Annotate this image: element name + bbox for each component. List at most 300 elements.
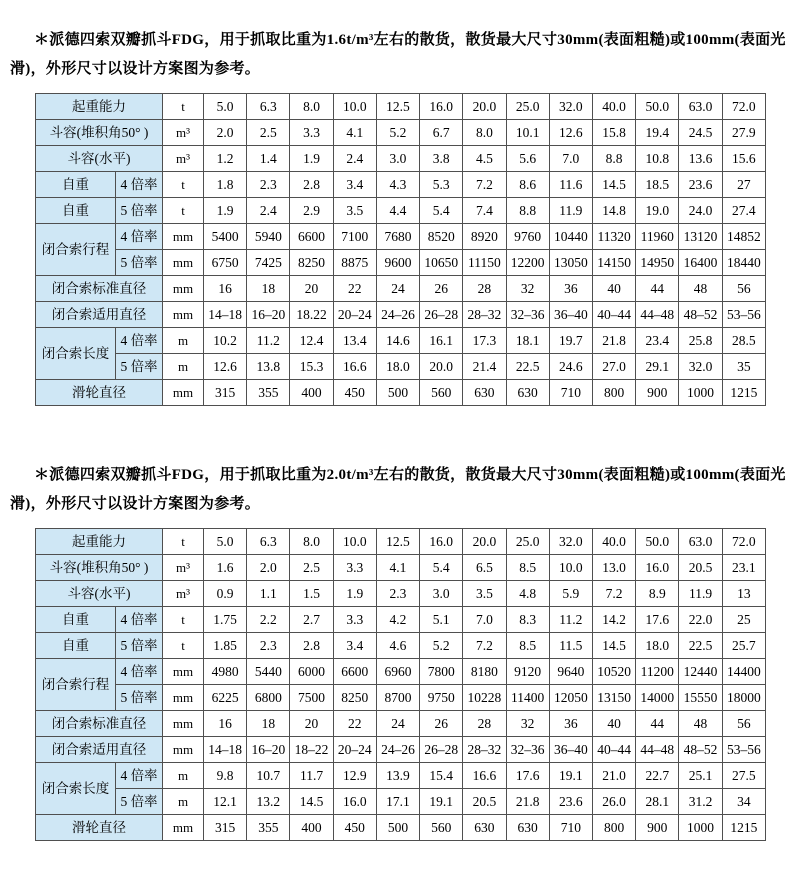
value-cell: 5.9 [549,581,592,607]
value-cell: 13.2 [247,789,290,815]
value-cell: 14950 [636,250,679,276]
value-cell: 20.0 [420,354,463,380]
value-cell: 6750 [204,250,247,276]
value-cell: 560 [420,815,463,841]
value-cell: 14.2 [592,607,635,633]
value-cell: 31.2 [679,789,722,815]
value-cell: 27.5 [722,763,765,789]
row-label: 闭合索适用直径 [36,737,163,763]
value-cell: 36–40 [549,737,592,763]
table-row [36,120,766,146]
table-row [36,302,766,328]
unit-cell: m³ [163,120,204,146]
row-sublabel: 4 倍率 [116,328,163,354]
value-cell: 19.0 [636,198,679,224]
value-cell: 14–18 [204,302,247,328]
value-cell: 7.0 [549,146,592,172]
value-cell: 7425 [247,250,290,276]
value-cell: 10520 [592,659,635,685]
value-cell: 26.0 [592,789,635,815]
value-cell: 7100 [333,224,376,250]
value-cell: 16–20 [247,737,290,763]
value-cell: 2.4 [333,146,376,172]
unit-cell: mm [163,685,204,711]
value-cell: 44 [636,711,679,737]
unit-cell: t [163,198,204,224]
value-cell: 15.6 [722,146,765,172]
value-cell: 13.8 [247,354,290,380]
value-cell: 1000 [679,815,722,841]
unit-cell: m³ [163,581,204,607]
unit-cell: mm [163,380,204,406]
value-cell: 12.6 [549,120,592,146]
unit-cell: t [163,94,204,120]
value-cell: 32 [506,711,549,737]
value-cell: 3.3 [333,607,376,633]
row-sublabel: 4 倍率 [116,224,163,250]
value-cell: 19.1 [549,763,592,789]
value-cell: 32.0 [549,94,592,120]
spec-table-1 [35,93,766,406]
value-cell: 22.0 [679,607,722,633]
spec-table-2 [35,528,766,841]
row-label: 起重能力 [36,94,163,120]
value-cell: 19.4 [636,120,679,146]
value-cell: 40–44 [592,302,635,328]
value-cell: 4.6 [376,633,419,659]
value-cell: 28–32 [463,737,506,763]
value-cell: 450 [333,815,376,841]
value-cell: 6800 [247,685,290,711]
unit-cell: t [163,529,204,555]
value-cell: 3.3 [290,120,333,146]
value-cell: 63.0 [679,529,722,555]
value-cell: 16.0 [420,94,463,120]
value-cell: 5.4 [420,555,463,581]
value-cell: 900 [636,815,679,841]
value-cell: 23.6 [679,172,722,198]
value-cell: 24.6 [549,354,592,380]
row-label: 自重 [36,607,116,633]
value-cell: 11320 [592,224,635,250]
value-cell: 72.0 [722,94,765,120]
value-cell: 5.0 [204,529,247,555]
unit-cell: m³ [163,555,204,581]
value-cell: 18 [247,711,290,737]
intro-paragraph-1: ＊派德四索双瓣抓斗FDG，用于抓取比重为1.6t/m³左右的散货，散货最大尺寸30mm(表面粗糙)或100mm(表面光滑)，外形尺寸以设计方案图为参考。 [10,32,786,77]
value-cell: 7680 [376,224,419,250]
value-cell: 355 [247,815,290,841]
value-cell: 4.1 [376,555,419,581]
value-cell: 24 [376,276,419,302]
value-cell: 22 [333,276,376,302]
value-cell: 500 [376,815,419,841]
value-cell: 24.5 [679,120,722,146]
value-cell: 16 [204,711,247,737]
value-cell: 355 [247,380,290,406]
value-cell: 8.0 [290,529,333,555]
table-row [36,198,766,224]
value-cell: 50.0 [636,94,679,120]
value-cell: 12200 [506,250,549,276]
unit-cell: m³ [163,146,204,172]
value-cell: 5.3 [420,172,463,198]
value-cell: 3.5 [463,581,506,607]
table-row [36,659,766,685]
value-cell: 4.8 [506,581,549,607]
value-cell: 630 [463,815,506,841]
value-cell: 34 [722,789,765,815]
value-cell: 17.6 [636,607,679,633]
value-cell: 14–18 [204,737,247,763]
value-cell: 5.0 [204,94,247,120]
value-cell: 3.3 [333,555,376,581]
table-row [36,581,766,607]
value-cell: 13.4 [333,328,376,354]
value-cell: 6.5 [463,555,506,581]
value-cell: 9120 [506,659,549,685]
value-cell: 32.0 [679,354,722,380]
value-cell: 7.2 [463,172,506,198]
value-cell: 7.2 [592,581,635,607]
row-label: 闭合索行程 [36,659,116,711]
value-cell: 48–52 [679,302,722,328]
value-cell: 12.1 [204,789,247,815]
value-cell: 11.7 [290,763,333,789]
row-sublabel: 5 倍率 [116,354,163,380]
value-cell: 10.0 [549,555,592,581]
value-cell: 23.4 [636,328,679,354]
unit-cell: m [163,354,204,380]
value-cell: 23.1 [722,555,765,581]
value-cell: 8.9 [636,581,679,607]
value-cell: 710 [549,380,592,406]
value-cell: 5400 [204,224,247,250]
value-cell: 400 [290,380,333,406]
table-row [36,529,766,555]
value-cell: 21.4 [463,354,506,380]
value-cell: 0.9 [204,581,247,607]
value-cell: 20–24 [333,737,376,763]
value-cell: 26–28 [420,737,463,763]
row-label: 闭合索行程 [36,224,116,276]
value-cell: 32.0 [549,529,592,555]
value-cell: 32–36 [506,737,549,763]
value-cell: 16 [204,276,247,302]
value-cell: 3.0 [376,146,419,172]
row-label: 自重 [36,198,116,224]
value-cell: 1.9 [333,581,376,607]
value-cell: 15.8 [592,120,635,146]
value-cell: 5.2 [420,633,463,659]
value-cell: 25 [722,607,765,633]
value-cell: 12.5 [376,94,419,120]
value-cell: 28 [463,711,506,737]
value-cell: 4980 [204,659,247,685]
value-cell: 6600 [290,224,333,250]
value-cell: 16.0 [420,529,463,555]
value-cell: 20 [290,711,333,737]
value-cell: 8.6 [506,172,549,198]
value-cell: 11960 [636,224,679,250]
table-row [36,685,766,711]
value-cell: 8.5 [506,633,549,659]
value-cell: 10.0 [333,94,376,120]
value-cell: 12.6 [204,354,247,380]
value-cell: 8.5 [506,555,549,581]
value-cell: 23.6 [549,789,592,815]
value-cell: 10.8 [636,146,679,172]
value-cell: 7500 [290,685,333,711]
value-cell: 28 [463,276,506,302]
value-cell: 10228 [463,685,506,711]
value-cell: 19.1 [420,789,463,815]
value-cell: 32–36 [506,302,549,328]
value-cell: 26 [420,276,463,302]
value-cell: 2.8 [290,633,333,659]
value-cell: 48 [679,711,722,737]
value-cell: 22.5 [506,354,549,380]
value-cell: 36 [549,711,592,737]
value-cell: 18 [247,276,290,302]
value-cell: 8920 [463,224,506,250]
value-cell: 18.0 [636,633,679,659]
table-row [36,146,766,172]
value-cell: 7.4 [463,198,506,224]
value-cell: 3.4 [333,172,376,198]
value-cell: 4.4 [376,198,419,224]
value-cell: 50.0 [636,529,679,555]
value-cell: 8250 [290,250,333,276]
value-cell: 44 [636,276,679,302]
value-cell: 8.8 [506,198,549,224]
value-cell: 11150 [463,250,506,276]
row-sublabel: 5 倍率 [116,250,163,276]
table-row [36,763,766,789]
value-cell: 1215 [722,815,765,841]
value-cell: 53–56 [722,737,765,763]
row-sublabel: 4 倍率 [116,763,163,789]
value-cell: 25.7 [722,633,765,659]
value-cell: 56 [722,711,765,737]
value-cell: 630 [463,380,506,406]
value-cell: 14400 [722,659,765,685]
value-cell: 5440 [247,659,290,685]
value-cell: 28–32 [463,302,506,328]
value-cell: 12.4 [290,328,333,354]
value-cell: 6225 [204,685,247,711]
value-cell: 1.8 [204,172,247,198]
value-cell: 2.9 [290,198,333,224]
row-sublabel: 4 倍率 [116,607,163,633]
value-cell: 5.4 [420,198,463,224]
value-cell: 3.4 [333,633,376,659]
value-cell: 22 [333,711,376,737]
value-cell: 44–48 [636,302,679,328]
row-sublabel: 5 倍率 [116,198,163,224]
value-cell: 10650 [420,250,463,276]
value-cell: 9760 [506,224,549,250]
value-cell: 11400 [506,685,549,711]
row-label: 自重 [36,633,116,659]
value-cell: 24–26 [376,737,419,763]
value-cell: 20.0 [463,94,506,120]
value-cell: 2.0 [247,555,290,581]
grab-spec-section-2 [10,461,792,841]
value-cell: 10.0 [333,529,376,555]
value-cell: 630 [506,815,549,841]
value-cell: 28.1 [636,789,679,815]
value-cell: 5940 [247,224,290,250]
value-cell: 15.3 [290,354,333,380]
value-cell: 3.0 [420,581,463,607]
unit-cell: mm [163,302,204,328]
value-cell: 13050 [549,250,592,276]
value-cell: 26 [420,711,463,737]
value-cell: 6000 [290,659,333,685]
value-cell: 2.5 [290,555,333,581]
value-cell: 1.75 [204,607,247,633]
row-label: 斗容(水平) [36,146,163,172]
value-cell: 800 [592,380,635,406]
value-cell: 6600 [333,659,376,685]
value-cell: 25.1 [679,763,722,789]
unit-cell: m [163,789,204,815]
value-cell: 14.8 [592,198,635,224]
value-cell: 14150 [592,250,635,276]
value-cell: 18000 [722,685,765,711]
unit-cell: m [163,763,204,789]
value-cell: 2.5 [247,120,290,146]
value-cell: 2.7 [290,607,333,633]
value-cell: 11.9 [679,581,722,607]
value-cell: 450 [333,380,376,406]
value-cell: 27.9 [722,120,765,146]
value-cell: 9600 [376,250,419,276]
value-cell: 8.8 [592,146,635,172]
value-cell: 63.0 [679,94,722,120]
value-cell: 1.85 [204,633,247,659]
unit-cell: t [163,172,204,198]
table-row [36,380,766,406]
value-cell: 48 [679,276,722,302]
value-cell: 10.1 [506,120,549,146]
value-cell: 315 [204,380,247,406]
value-cell: 26–28 [420,302,463,328]
value-cell: 2.3 [247,172,290,198]
value-cell: 8180 [463,659,506,685]
value-cell: 10.2 [204,328,247,354]
row-sublabel: 5 倍率 [116,685,163,711]
value-cell: 11.2 [247,328,290,354]
value-cell: 17.3 [463,328,506,354]
value-cell: 40 [592,711,635,737]
value-cell: 19.7 [549,328,592,354]
value-cell: 40.0 [592,94,635,120]
table-row [36,555,766,581]
value-cell: 500 [376,380,419,406]
value-cell: 9.8 [204,763,247,789]
table-row [36,224,766,250]
value-cell: 14.5 [592,172,635,198]
table-row [36,711,766,737]
row-label: 斗容(水平) [36,581,163,607]
value-cell: 12.5 [376,529,419,555]
value-cell: 1.2 [204,146,247,172]
value-cell: 8.3 [506,607,549,633]
value-cell: 11.6 [549,172,592,198]
unit-cell: mm [163,659,204,685]
value-cell: 22.5 [679,633,722,659]
value-cell: 21.8 [592,328,635,354]
value-cell: 11200 [636,659,679,685]
value-cell: 10.7 [247,763,290,789]
value-cell: 6.3 [247,529,290,555]
value-cell: 24.0 [679,198,722,224]
value-cell: 2.3 [376,581,419,607]
value-cell: 14000 [636,685,679,711]
value-cell: 17.1 [376,789,419,815]
value-cell: 1.6 [204,555,247,581]
value-cell: 8700 [376,685,419,711]
value-cell: 11.9 [549,198,592,224]
value-cell: 7.2 [463,633,506,659]
table-row [36,607,766,633]
row-label: 起重能力 [36,529,163,555]
value-cell: 4.1 [333,120,376,146]
value-cell: 8875 [333,250,376,276]
row-sublabel: 4 倍率 [116,172,163,198]
value-cell: 5.2 [376,120,419,146]
value-cell: 18440 [722,250,765,276]
value-cell: 4.3 [376,172,419,198]
value-cell: 21.0 [592,763,635,789]
value-cell: 14.5 [592,633,635,659]
value-cell: 630 [506,380,549,406]
row-label: 闭合索标准直径 [36,711,163,737]
value-cell: 16400 [679,250,722,276]
unit-cell: mm [163,224,204,250]
value-cell: 2.8 [290,172,333,198]
value-cell: 36–40 [549,302,592,328]
value-cell: 13120 [679,224,722,250]
value-cell: 11.2 [549,607,592,633]
value-cell: 15550 [679,685,722,711]
value-cell: 20.0 [463,529,506,555]
row-label: 滑轮直径 [36,815,163,841]
value-cell: 1215 [722,380,765,406]
value-cell: 16.0 [333,789,376,815]
unit-cell: t [163,607,204,633]
value-cell: 25.8 [679,328,722,354]
value-cell: 40 [592,276,635,302]
value-cell: 3.5 [333,198,376,224]
value-cell: 8.0 [463,120,506,146]
value-cell: 11.5 [549,633,592,659]
value-cell: 13.0 [592,555,635,581]
value-cell: 20–24 [333,302,376,328]
row-label: 滑轮直径 [36,380,163,406]
unit-cell: mm [163,737,204,763]
table-row [36,737,766,763]
unit-cell: t [163,633,204,659]
value-cell: 1.4 [247,146,290,172]
value-cell: 5.1 [420,607,463,633]
value-cell: 560 [420,380,463,406]
value-cell: 28.5 [722,328,765,354]
value-cell: 13.6 [679,146,722,172]
value-cell: 2.0 [204,120,247,146]
